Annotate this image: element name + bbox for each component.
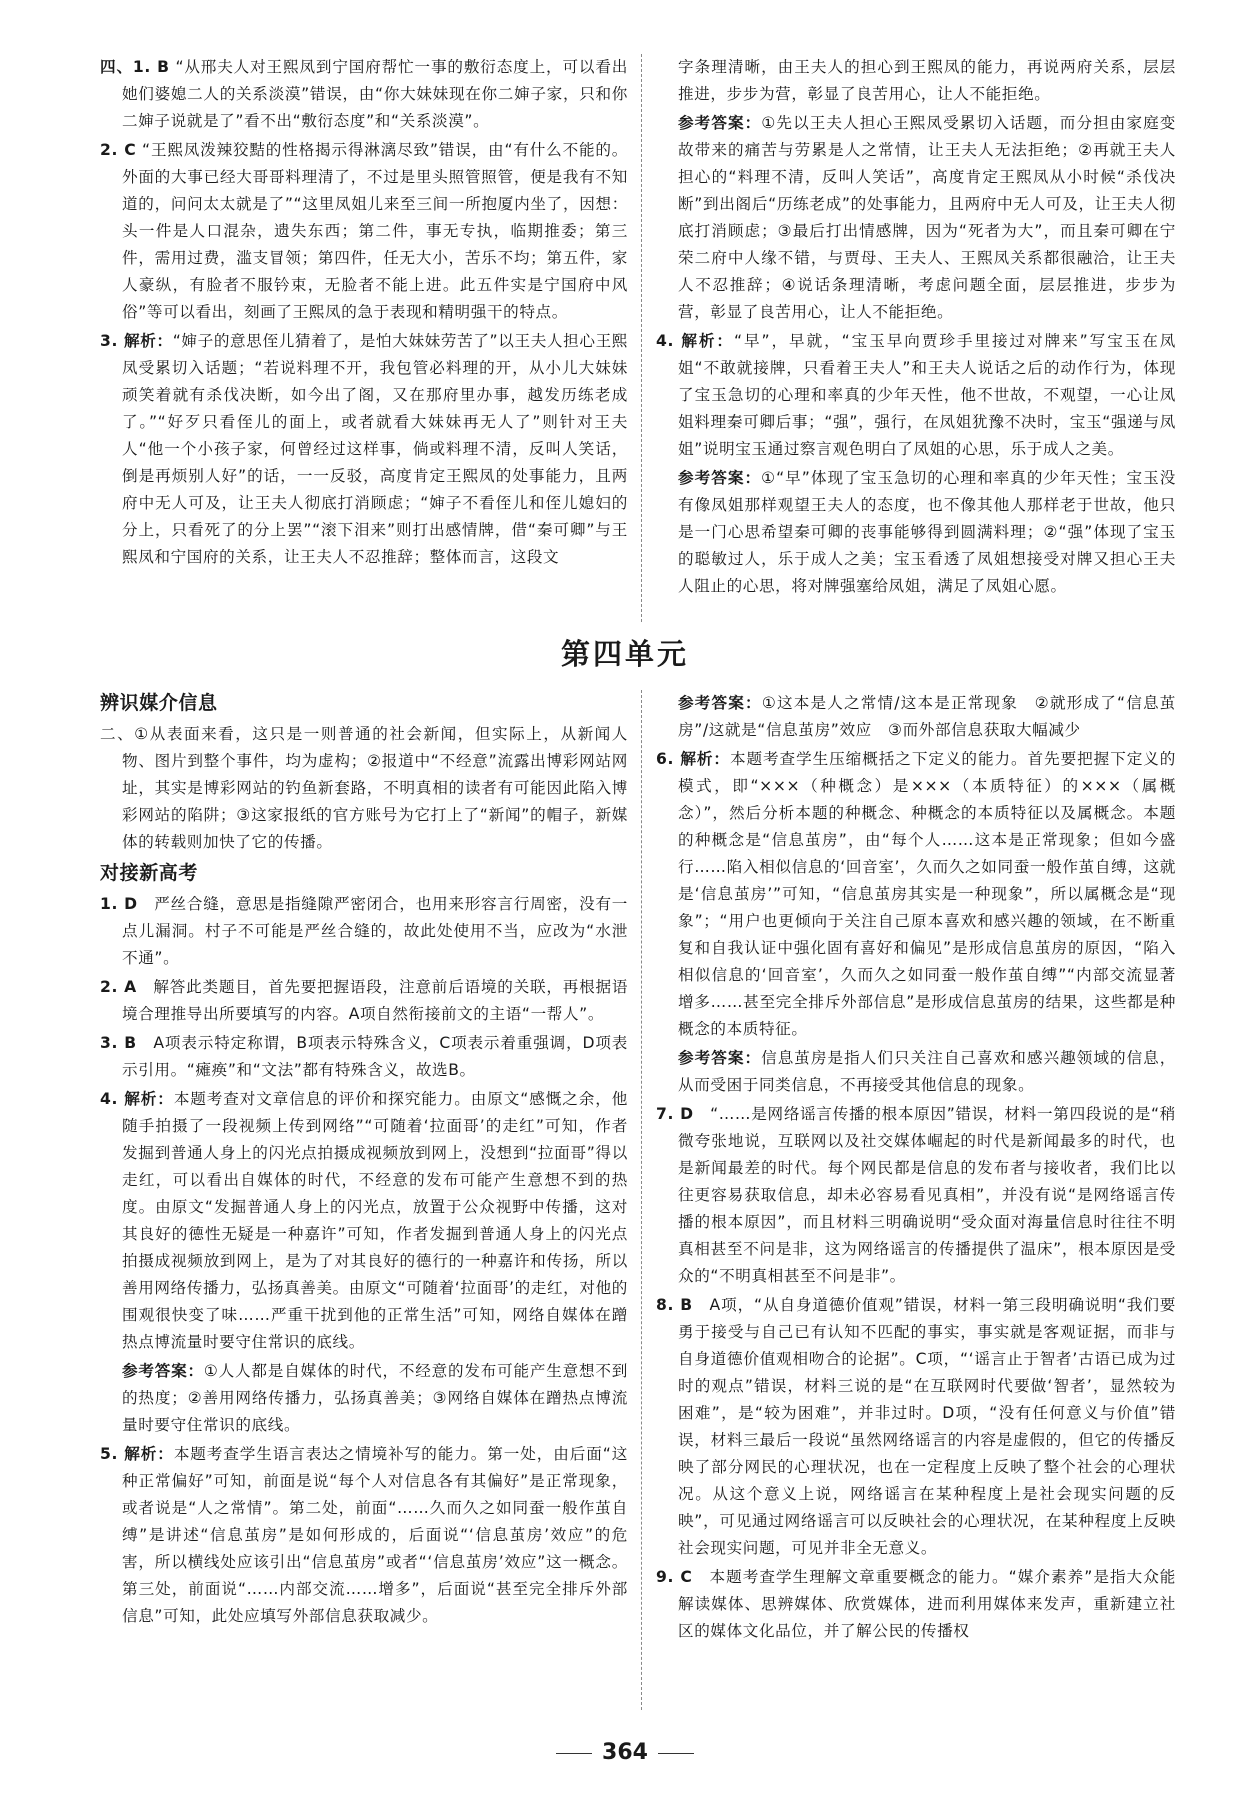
section-heading: 对接新高考 xyxy=(100,862,199,884)
answer-item: 4. 解析：本题考查对文章信息的评价和探究能力。由原文“感慨之余，他随手拍摄了一段视频上传到网络”“可随着‘拉面哥’的走红”可知，作者发掘到普通人身上的闪光点拍摄成视频放到网上，没想到“拉面哥”得以走红，可以看出自媒体的时代，不经意的发布可能产生意想不到的热度。由原文“发掘普通人身上的闪光点，放置于公众视野中传播，这对其良好的德性无疑是一种嘉许”可知，作者发掘到普通人身上的闪光点拍摄成视频放到网上，是为了对其良好的德行的一种嘉许和传扬，所以善用网络传播力，弘扬真善美。由原文“可随着‘拉面哥’的走红，对他的围观很快变了味……严重干扰到他的正常生活”可知，网络自媒体在蹭热点博流量时要守住常识的底线。 xyxy=(100,1090,628,1351)
answer-item: 四、1. B “从邢夫人对王熙凤到宁国府帮忙一事的敷衍态度上，可以看出她们婆媳二人的关系淡漠”错误，由“你大妹妹现在你二婶子家，只和你二婶子说就是了”看不出“敷衍态度”和“关系淡漠”。 xyxy=(100,58,628,130)
top-left-column xyxy=(100,54,628,573)
answer-item: 2. C “王熙凤泼辣狡黠的性格揭示得淋漓尽致”错误，由“有什么不能的。外面的大事已经大哥哥料理清了，不过是里头照管照管，便是我有不知道的，问问太太就是了”“这里凤姐儿来至三间一所抱厦内坐了，因想：头一件是人口混杂，遗失东西；第二件，事无专执，临期推委；第三件，需用过费，滥支冒领；第四件，任无大小，苦乐不均；第五件，家人豪纵，有脸者不服钤束，无脸者不能上进。此五件实是宁国府中风俗”等可以看出，刻画了王熙凤的急于表现和精明强干的特点。 xyxy=(100,141,628,321)
continued-text: 字条理清晰，由王夫人的担心到王熙凤的能力，再说两府关系，层层推进，步步为营，彰显了良苦用心，让人不能拒绝。 xyxy=(678,58,1176,103)
column-divider-top xyxy=(641,54,642,622)
page-number-dash xyxy=(658,1753,694,1754)
answer-item: 8. B A项，“从自身道德价值观”错误，材料一第三段明确说明“我们要勇于接受与自己已有认知不匹配的事实，事实就是客观证据，而非与自身道德价值观相吻合的论据”。C项，“‘谣言止于智者’古语已成为过时的观点”错误，材料三说的是“在互联网时代要做‘智者’，显然较为困难”，是“较为困难”，并非过时。D项，“没有任何意义与价值”错误，材料三最后一段说“虽然网络谣言的内容是虚假的，但它的传播反映了部分网民的心理状况，也在一定程度上反映了整个社会的心理状况。从这个意义上说，网络谣言在某种程度上是社会现实问题的反映”，可见通过网络谣言可以反映社会的心理状况，在某种程度上反映社会现实问题，可见并非全无意义。 xyxy=(656,1296,1177,1557)
unit-title: 第四单元 xyxy=(560,637,689,671)
answer-item: 3. B A项表示特定称谓，B项表示特殊含义，C项表示着重强调，D项表示引用。“瘫痪”和“文法”都有特殊含义，故选B。 xyxy=(100,1034,628,1079)
section-heading: 辨识媒介信息 xyxy=(100,692,218,714)
bottom-right-column xyxy=(656,690,1176,1647)
reference-answer: 参考答案：信息茧房是指人们只关注自己喜欢和感兴趣领域的信息，从而受困于同类信息，不再接受其他信息的现象。 xyxy=(678,1049,1176,1094)
answer-item: 9. C 本题考查学生理解文章重要概念的能力。“媒介素养”是指大众能解读媒体、思辨媒体、欣赏媒体，进而利用媒体来发声，重新建立社区的媒体文化品位，并了解公民的传播权 xyxy=(656,1568,1177,1640)
answer-item: 5. 解析：本题考查学生语言表达之情境补写的能力。第一处，由后面“这种正常偏好”可知，前面是说“每个人对信息各有其偏好”是正常现象，或者说是“人之常情”。第二处，前面“……久而久之如同蚕一般作茧自缚”是讲述“信息茧房”是如何形成的，后面说“‘信息茧房’效应”的危害，所以横线处应该引出“信息茧房”或者“‘信息茧房’效应”这一概念。第三处，前面说“……内部交流……增多”，后面说“甚至完全排斥外部信息”可知，此处应填写外部信息获取减少。 xyxy=(100,1445,628,1625)
section-text: 二、①从表面来看，这只是一则普通的社会新闻，但实际上，从新闻人物、图片到整个事件，均为虚构；②报道中“不经意”流露出博彩网站网址，其实是博彩网站的钓鱼新套路，不明真相的读者有可能因此陷入博彩网站的陷阱；③这家报纸的官方账号为它打上了“新闻”的帽子，新媒体的转载则加快了它的传播。 xyxy=(100,725,628,851)
answer-item: 4. 解析：“早”，早就，“宝玉早向贾珍手里接过对牌来”写宝玉在凤姐“不敢就接牌，只看着王夫人”和王夫人说话之后的动作行为，体现了宝玉急切的心理和率真的少年天性，他不世故，不观望，一心让凤姐料理秦可卿后事；“强”，强行，在凤姐犹豫不决时，宝玉“强递与凤姐”说明宝玉通过察言观色明白了凤姐的心思，乐于成人之美。 xyxy=(656,332,1176,458)
answer-item: 1. D 严丝合缝，意思是指缝隙严密闭合，也用来形容言行周密，没有一点儿漏洞。村子不可能是严丝合缝的，故此处使用不当，应改为“水泄不通”。 xyxy=(100,895,628,967)
page-number: 364 xyxy=(0,1740,1250,1765)
reference-answer: 参考答案：①人人都是自媒体的时代，不经意的发布可能产生意想不到的热度；②善用网络传播力，弘扬真善美；③网络自媒体在蹭热点博流量时要守住常识的底线。 xyxy=(122,1362,628,1434)
top-right-column xyxy=(656,54,1176,602)
answer-item: 7. D “……是网络谣言传播的根本原因”错误，材料一第四段说的是“稍微夸张地说，互联网以及社交媒体崛起的时代是新闻最多的时代，也是新闻最差的时代。每个网民都是信息的发布者与接收者，我们比以往更容易获取信息，却未必容易看见真相”，并没有说“是网络谣言传播的根本原因”，而且材料三明确说明“受众面对海量信息时往往不明真相甚至不问是非，这为网络谣言的传播提供了温床”，根本原因是受众的“不明真相甚至不问是非”。 xyxy=(656,1105,1177,1285)
answer-item: 2. A 解答此类题目，首先要把握语段，注意前后语境的关联，再根据语境合理推导出所要填写的内容。A项自然衔接前文的主语“一帮人”。 xyxy=(100,978,629,1023)
column-divider-bottom xyxy=(641,690,642,1710)
answer-item: 6. 解析：本题考查学生压缩概括之下定义的能力。首先要把握下定义的模式，即“×××（种概念）是×××（本质特征）的×××（属概念）”，然后分析本题的种概念、种概念的本质特征以及属概念。本题的种概念是“信息茧房”，由“每个人……这本是正常现象；但如今盛行……陷入相似信息的‘回音室’，久而久之如同蚕一般作茧自缚，这就是‘信息茧房’”可知，“信息茧房其实是一种现象”，所以属概念是“现象”；“用户也更倾向于关注自己原本喜欢和感兴趣的领域，在不断重复和自我认证中强化固有喜好和偏见”是形成信息茧房的原因，“陷入相似信息的‘回音室’，久而久之如同蚕一般作茧自缚”“内部交流显著增多……甚至完全排斥外部信息”是形成信息茧房的结果，这些都是种概念的本质特征。 xyxy=(656,750,1177,1038)
bottom-left-column xyxy=(100,686,628,1632)
reference-answer: 参考答案：①先以王夫人担心王熙凤受累切入话题，而分担由家庭变故带来的痛苦与劳累是人之常情，让王夫人无法拒绝；②再就王夫人担心的“料理不清，反叫人笑话”，高度肯定王熙凤从小时候“杀伐决断”到出阁后“历练老成”的处事能力，且两府中无人可及，让王夫人彻底打消顾虑；③最后打出情感牌，因为“死者为大”，而且秦可卿在宁荣二府中人缘不错，与贾母、王夫人、王熙凤关系都很融洽，让王夫人不忍推辞；④说话条理清晰，考虑问题全面，层层推进，步步为营，彰显了良苦用心，让人不能拒绝。 xyxy=(678,114,1176,321)
answer-item: 3. 解析：“婶子的意思侄儿猜着了，是怕大妹妹劳苦了”以王夫人担心王熙凤受累切入话题；“若说料理不开，我包管必料理的开，从小儿大妹妹顽笑着就有杀伐决断，如今出了阁，又在那府里办事，越发历练老成了。”“好歹只看侄儿的面上，或者就看大妹妹再无人了”则针对王夫人“他一个小孩子家，何曾经过这样事，倘或料理不清，反叫人笑话，倒是再烦别人好”的话，一一反驳，高度肯定王熙凤的处事能力，且两府中无人可及，让王夫人彻底打消顾虑；“婶子不看侄儿和侄儿媳妇的分上，只看死了的分上罢”“滚下泪来”则打出感情牌，借“秦可卿”与王熙凤和宁国府的关系，让王夫人不忍推辞；整体而言，这段文 xyxy=(100,332,628,566)
page-number-dash xyxy=(556,1753,592,1754)
reference-answer: 参考答案：①“早”体现了宝玉急切的心理和率真的少年天性；宝玉没有像凤姐那样观望王夫人的态度，也不像其他人那样老于世故，他只是一门心思希望秦可卿的丧事能够得到圆满料理；②“强”体现了宝玉的聪敏过人，乐于成人之美；宝玉看透了凤姐想接受对牌又担心王夫人阻止的心思，将对牌强塞给凤姐，满足了凤姐心愿。 xyxy=(678,469,1176,595)
reference-answer: 参考答案：①这本是人之常情/这本是正常现象 ②就形成了“信息茧房”/这就是“信息茧房”效应 ③而外部信息获取大幅减少 xyxy=(678,694,1176,739)
